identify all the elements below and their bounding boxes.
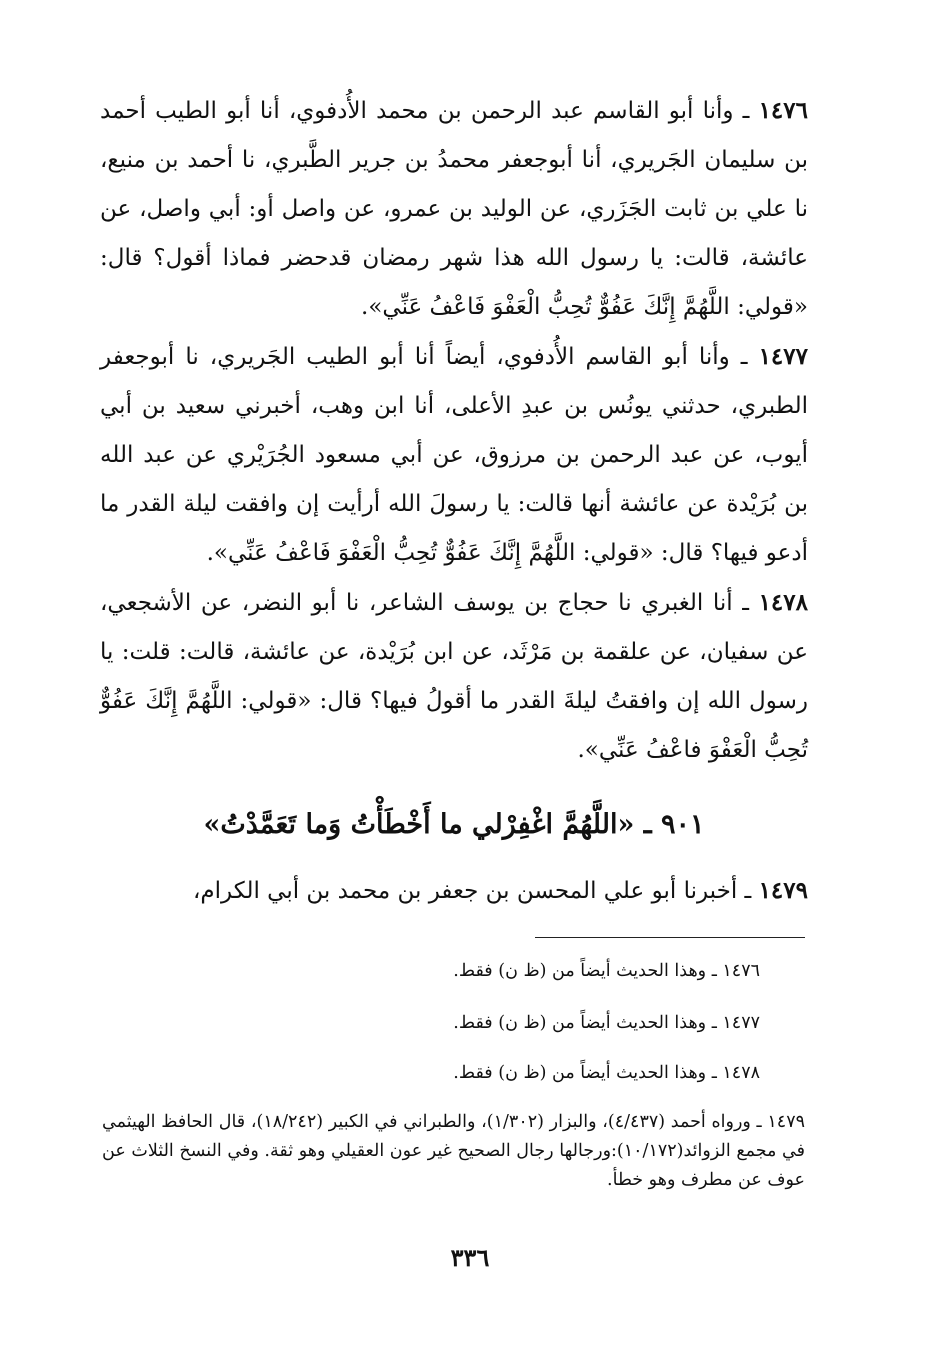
page-number: ٣٣٦ (450, 1243, 490, 1272)
hadith-paragraph-1478 (100, 578, 808, 775)
footnote-1476: ١٤٧٦ ـ وهذا الحديث أيضاً من (ظ ن) فقط. (453, 961, 760, 981)
hadith-text: ـ أنا الغبري نا حجاج بن يوسف الشاعر، نا أبو النضر، عن الأشجعي، عن سفيان، عن علقمة بن مَرْثَد، عن ابن بُرَيْدة، عن عائشة، قالت: قلت: يا رسول الله إن وافقتُ ليلةَ القدر ما أقولُ فيها؟ قال: «قولي: اللَّهُمَّ إِنَّكَ عَفُوٌّ تُحِبُّ الْعَفْوَ فاعْفُ عَنِّي». (100, 590, 808, 763)
hadith-text: ـ أخبرنا أبو علي المحسن بن جعفر بن محمد بن أبي الكرام، (193, 878, 759, 904)
footnote-divider (535, 937, 805, 938)
hadith-number: ١٤٧٦ (758, 97, 808, 124)
hadith-text: ـ وأنا أبو القاسم عبد الرحمن بن محمد الأُدفوي، أنا أبو الطيب أحمد بن سليمان الجَريري، أنا أبوجعفر محمدُ بن جرير الطَّبري، نا أحمد بن منيع، نا علي بن ثابت الجَزَري، عن الوليد بن عمرو، عن واصل أو: أبي واصل، عن عائشة، قالت: يا رسول الله هذا شهر رمضان قدحضر فماذا أقول؟ قال: «قولي: اللَّهُمَّ إِنَّكَ عَفُوٌّ تُحِبُّ الْعَفْوَ فَاعْفُ عَنِّي». (100, 98, 808, 320)
main-text (100, 86, 808, 775)
section-heading: ٩٠١ ـ «اللَّهُمَّ اغْفِرْلي ما أَخْطَأْتُ وَما تَعَمَّدْتُ» (203, 809, 705, 840)
hadith-number: ١٤٧٨ (758, 589, 808, 616)
hadith-number: ١٤٧٧ (758, 343, 808, 370)
hadith-text: ـ وأنا أبو القاسم الأُدفوي، أيضاً أنا أبو الطيب الجَريري، نا أبوجعفر الطبري، حدثني يونُس بن عبدِ الأعلى، أنا ابن وهب، أخبرني سعيد بن أبي أيوب، عن عبد الرحمن بن مرزوق، عن أبي مسعود الجُرَيْري عن عبد الله بن بُرَيْدة عن عائشة أنها قالت: يا رسولَ الله أرأيت إن وافقت ليلة القدر ما أدعو فيها؟ قال: «قولي: اللَّهُمَّ إِنَّكَ عَفُوٌّ تُحِبُّ الْعَفْوَ فَاعْفُ عَنِّي». (100, 344, 808, 566)
footnote-1478: ١٤٧٨ ـ وهذا الحديث أيضاً من (ظ ن) فقط. (453, 1063, 760, 1083)
hadith-paragraph-1479 (100, 866, 808, 916)
hadith-paragraph-1477 (100, 332, 808, 578)
footnote-1477: ١٤٧٧ ـ وهذا الحديث أيضاً من (ظ ن) فقط. (453, 1013, 760, 1033)
hadith-number: ١٤٧٩ (758, 877, 808, 904)
footnote-1479: ١٤٧٩ ـ ورواه أحمد (٤/٤٣٧)، والبزار (١/٣٠٢)، والطبراني في الكبير (١٨/٢٤٢)، قال الحافظ الهيثمي في مجمع الزوائد(١٠/١٧٢):ورجالها رجال الصحيح غير عون العقيلي وهو ثقة. وفي النسخ الثلاث عن عوف عن مطرف وهو خطأ. (102, 1112, 805, 1190)
hadith-paragraph-1476 (100, 86, 808, 332)
